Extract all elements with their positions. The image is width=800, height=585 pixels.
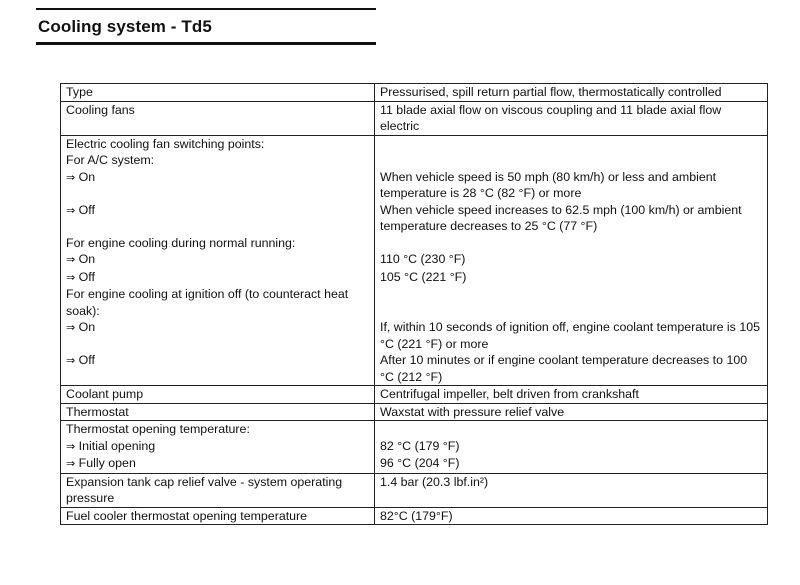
spec-label: Coolant pump xyxy=(66,387,144,401)
spec-label: Type xyxy=(66,85,93,99)
spec-value-cell xyxy=(375,84,768,102)
table-row xyxy=(61,286,768,319)
spec-label: Thermostat opening temperature: xyxy=(66,422,250,436)
spec-label-cell xyxy=(61,421,375,438)
right-double-arrow-icon: ⇒ xyxy=(66,354,76,367)
table-row xyxy=(61,403,768,421)
spec-value-cell xyxy=(375,235,768,252)
spec-value-cell xyxy=(375,152,768,169)
spec-label-cell xyxy=(61,169,375,202)
spec-label: Fully open xyxy=(78,456,136,470)
table-row xyxy=(61,235,768,252)
table-row xyxy=(61,135,768,152)
specification-table xyxy=(60,83,768,525)
spec-value-cell xyxy=(375,286,768,319)
spec-value: Centrifugal impeller, belt driven from crankshaft xyxy=(380,387,639,401)
spec-value: 105 °C (221 °F) xyxy=(380,269,467,284)
spec-label-cell xyxy=(61,455,375,473)
spec-value: 11 blade axial flow on viscous coupling and 11 blade axial flow electric xyxy=(380,102,722,133)
spec-label: Off xyxy=(78,353,95,367)
spec-label: Expansion tank cap relief valve - system operating pressure xyxy=(66,474,343,505)
spec-label: Electric cooling fan switching points: xyxy=(66,136,265,151)
spec-value: 82°C (179°F) xyxy=(380,508,453,523)
page-title: Cooling system - Td5 xyxy=(38,17,212,36)
spec-label: Fuel cooler thermostat opening temperature xyxy=(66,508,308,523)
sub-item xyxy=(66,439,155,453)
spec-value-cell xyxy=(375,421,768,438)
table-row xyxy=(61,507,768,525)
table-row xyxy=(61,455,768,473)
spec-label: For A/C system: xyxy=(66,153,155,167)
sub-item xyxy=(66,270,95,284)
spec-label: For engine cooling during normal running: xyxy=(66,235,296,250)
spec-value: Waxstat with pressure relief valve xyxy=(380,404,565,419)
right-double-arrow-icon: ⇒ xyxy=(66,457,76,470)
right-double-arrow-icon: ⇒ xyxy=(66,270,76,284)
spec-label-cell xyxy=(61,251,375,269)
section-header xyxy=(36,8,376,45)
sub-item xyxy=(66,456,136,470)
spec-value-cell xyxy=(375,386,768,404)
right-double-arrow-icon: ⇒ xyxy=(66,439,76,453)
spec-value-cell xyxy=(375,169,768,202)
table-row xyxy=(61,319,768,352)
spec-label: Cooling fans xyxy=(66,102,135,117)
spec-label: On xyxy=(78,320,96,334)
table-row xyxy=(61,352,768,386)
table-row xyxy=(61,152,768,169)
spec-value: 96 °C (204 °F) xyxy=(380,456,460,470)
right-double-arrow-icon: ⇒ xyxy=(66,253,76,266)
spec-value-cell xyxy=(375,403,768,421)
spec-label-cell xyxy=(61,269,375,287)
spec-label-cell xyxy=(61,286,375,319)
spec-value-cell xyxy=(375,269,768,287)
table-row xyxy=(61,269,768,287)
spec-label-cell xyxy=(61,438,375,456)
spec-value: When vehicle speed is 50 mph (80 km/h) or less and ambient temperature is 28 °C (82 °F) or more xyxy=(380,169,717,200)
table-row xyxy=(61,169,768,202)
spec-value-cell xyxy=(375,352,768,386)
sub-item xyxy=(66,170,95,184)
table-row xyxy=(61,101,768,135)
spec-label: For engine cooling at ignition off (to counteract heat soak): xyxy=(66,287,349,318)
sub-item xyxy=(66,203,95,217)
spec-value-cell xyxy=(375,438,768,456)
specification-table-body xyxy=(61,84,768,525)
spec-value-cell xyxy=(375,135,768,152)
spec-label-cell xyxy=(61,473,375,507)
spec-label-cell xyxy=(61,135,375,152)
spec-value-cell xyxy=(375,319,768,352)
table-row xyxy=(61,473,768,507)
spec-label-cell xyxy=(61,101,375,135)
spec-label-cell xyxy=(61,352,375,386)
spec-label: On xyxy=(78,252,96,266)
right-double-arrow-icon: ⇒ xyxy=(66,321,76,334)
spec-label: On xyxy=(78,169,96,184)
spec-label-cell xyxy=(61,152,375,169)
right-double-arrow-icon: ⇒ xyxy=(66,203,76,217)
table-row xyxy=(61,438,768,456)
spec-value-cell xyxy=(375,251,768,269)
spec-label-cell xyxy=(61,235,375,252)
spec-value: If, within 10 seconds of ignition off, engine coolant temperature is 105 °C (221 °F) or more xyxy=(380,320,760,351)
spec-label-cell xyxy=(61,403,375,421)
table-row xyxy=(61,84,768,102)
spec-label-cell xyxy=(61,319,375,352)
spec-value-cell xyxy=(375,101,768,135)
spec-value-cell xyxy=(375,202,768,235)
spec-value-cell xyxy=(375,507,768,525)
table-row xyxy=(61,251,768,269)
spec-label: Off xyxy=(78,202,95,217)
spec-value-cell xyxy=(375,473,768,507)
sub-item xyxy=(66,252,95,266)
table-row xyxy=(61,386,768,404)
spec-label-cell xyxy=(61,386,375,404)
spec-value: After 10 minutes or if engine coolant temperature decreases to 100 °C (212 °F) xyxy=(380,353,748,384)
spec-label-cell xyxy=(61,84,375,102)
spec-label-cell xyxy=(61,202,375,235)
spec-value-cell xyxy=(375,455,768,473)
spec-value: 1.4 bar (20.3 lbf.in²) xyxy=(380,474,489,489)
right-double-arrow-icon: ⇒ xyxy=(66,170,76,184)
spec-value: When vehicle speed increases to 62.5 mph (100 km/h) or ambient temperature decreases to 25 °C (77 °F) xyxy=(380,202,742,233)
table-row xyxy=(61,202,768,235)
spec-label: Off xyxy=(78,269,95,284)
spec-label: Initial opening xyxy=(78,438,156,453)
spec-value: 110 °C (230 °F) xyxy=(380,252,466,266)
sub-item xyxy=(66,320,95,334)
spec-value: Pressurised, spill return partial flow, thermostatically controlled xyxy=(380,85,722,99)
spec-label-cell xyxy=(61,507,375,525)
table-row xyxy=(61,421,768,438)
spec-value: 82 °C (179 °F) xyxy=(380,438,460,453)
sub-item xyxy=(66,353,95,367)
spec-label: Thermostat xyxy=(66,404,129,419)
